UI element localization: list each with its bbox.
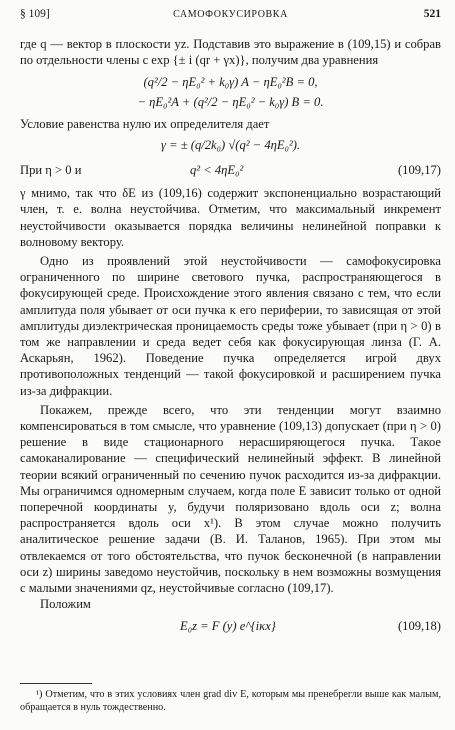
equation-5-number: (109,18) [397,618,441,633]
page-number: 521 [423,8,441,20]
paragraph-5: Одно из проявлений этой неустойчивости — самофокусировка ограниченного по ширине светового пучка, распространяющегося в фокусирующей среде. Происхождение этого явления связано с тем, что если амплитуда поля убывает от оси пучка к его периферии, то зависящая от этой амплитуды диэлектрическая проницаемость среды тоже убывает (при η > 0) в том же направлении и среда ведет себя как фокусирующая линза (Г. А. Аскарьян, 1962). Поведение пучка определяется игрой двух противоположных тенденций — такой фокусировкой и расширением пучка из-за дифракции. [20,254,441,398]
running-header [20,8,441,22]
paragraph-3-lead: При η > 0 и [20,163,82,178]
paragraph-4: γ мнимо, так что δE из (109,16) содержит экспоненциально возрастающий член, т. е. волна неустойчива. Отметим, что максимальный инкремент неустойчивости оказывается порядка величины нелинейной поправки к волновому вектору. [20,186,441,249]
paragraph-1: где q — вектор в плоскости yz. Подставив это выражение в (109,15) и собрав по отдельности члены с exp {± i (qr + γx)}, получим два уравнения [20,37,441,68]
equation-4-number: (109,17) [397,163,441,178]
equation-4-row [20,160,441,182]
equation-2: − ηE₀²A + (q²/2 − ηE₀² − k₀γ) B = 0. [137,94,324,109]
equation-5-row [20,616,441,638]
section-label: § 109] [20,8,50,20]
equation-5: E₀z = F (y) e^{iκx} [180,618,276,633]
footnote-rule [20,683,92,684]
page-body [20,36,441,641]
equation-3: γ = ± (q/2k₀) √(q² − 4ηE₀²). [160,138,301,153]
paragraph-2: Условие равенства нулю их определителя дает [20,116,270,131]
paragraph-6: Покажем, прежде всего, что эти тенденции могут взаимно компенсироваться в том смысле, что уравнение (109,13) допускает (при η > 0) решение в виде стационарного нерасширяющегося пучка. Такое самоканалирование — специфический нелинейный эффект. В линейной теории всякий ограниченный по сечению пучок расходится из-за дифракции. Мы ограничимся одномерным случаем, когда поле E зависит только от одной поперечной координаты y, будучи поляризовано вдоль оси z; волна распространяется вдоль оси x¹). В этом случае можно получить аналитическое решение задачи (В. И. Таланов, 1965). При этом мы отвлекаемся от того обстоятельства, что пучок бесконечной (в направлении оси z) ширины заведомо неустойчив, поскольку в нем возможны возмущения с малыми значениями qz, неустойчивые согласно (109,17). [20,402,441,596]
paragraph-7-lead: Положим [40,597,91,612]
running-title: САМОФОКУСИРОВКА [173,9,288,20]
equation-1: (q²/2 − ηE₀² + k₀γ) A − ηE₀²B = 0, [143,75,318,90]
footnote: ¹) Отметим, что в этих условиях член grad div E, которым мы пренебрегли выше как малым, обращается в нуль тождественно. [20,689,441,713]
equation-4: q² < 4ηE₀² [190,163,244,178]
